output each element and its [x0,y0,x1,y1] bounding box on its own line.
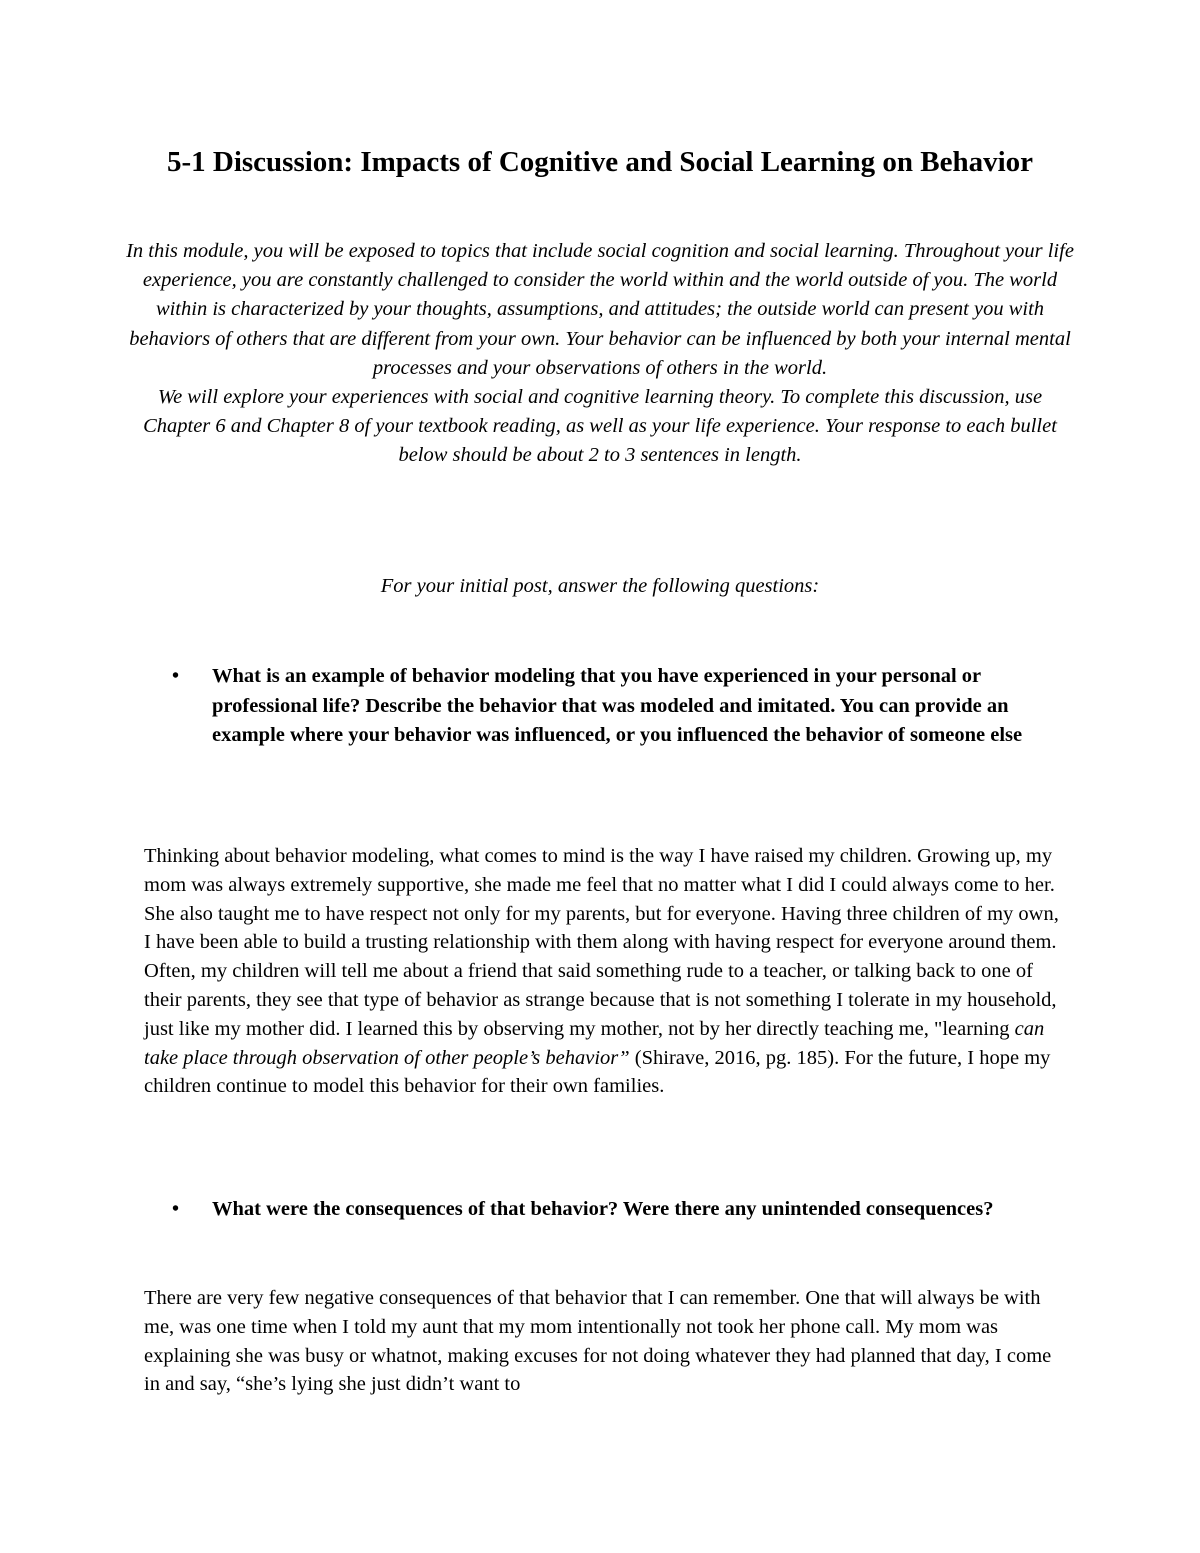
question-prompt: For your initial post, answer the following questions: [380,575,820,597]
question-text: What is an example of behavior modeling that you have experienced in your personal or professional life? Describe the behavior that was modeled and imitated. You can provide an example where your behavior was influenced, or you influenced the behavior of someone else [212,665,1023,746]
answer-text: Thinking about behavior modeling, what comes to mind is the way I have raised my children. Growing up, my mom was always extremely supportive, she made me feel that no matter what I did I could always come to her. She also taught me to have respect not only for my parents, but for everyone. Having three children of my own, I have been able to build a trusting relationship with them along with having respect for everyone around them. Often, my children will tell me about a friend that said something rude to a teacher, or talking back to one of their parents, they see that type of behavior as strange because that is not something I tolerate in my household, just like my mother did. I learned this by observing my mother, not by her directly teaching me, "learning [144,845,1059,1040]
answer-paragraph: There are very few negative consequences of that behavior that I can remember. One that will always be with me, was one time when I told my aunt that my mom intentionally not took her phone call. My mom was explaining she was busy or whatnot, making excuses for not doing whatever they had planned that day, I come in and say, “she’s lying she just didn’t want to [144,1287,1052,1396]
answer-paragraph [144,842,1064,1101]
page-title: 5-1 Discussion: Impacts of Cognitive and Social Learning on Behavior [166,146,1034,178]
question-text: What were the consequences of that behavior? Were there any unintended consequences? [212,1198,994,1220]
intro-text [125,237,1075,471]
bullet-icon: • [172,665,180,687]
bullet-icon: • [172,1198,180,1220]
intro-paragraph: In this module, you will be exposed to topics that include social cognition and social learning. Throughout your life experience, you are constantly challenged to consider the world within and the world outside of you. The world within is characterized by your thoughts, assumptions, and attitudes; the outside world can present you with behaviors of others that are different from your own. Your behavior can be influenced by both your internal mental processes and your observations of others in the world. [126,240,1074,379]
answer-quote: can take place through observation of other people’s behavior” [144,1017,1045,1069]
answer-text: (Shirave, 2016, pg. 185). For the future, I hope my children continue to model this behavior for their own families. [144,1046,1051,1098]
intro-paragraph: We will explore your experiences with social and cognitive learning theory. To complete this discussion, use Chapter 6 and Chapter 8 of your textbook reading, as well as your life experience. Your response to each bullet below should be about 2 to 3 sentences in length. [143,386,1057,467]
